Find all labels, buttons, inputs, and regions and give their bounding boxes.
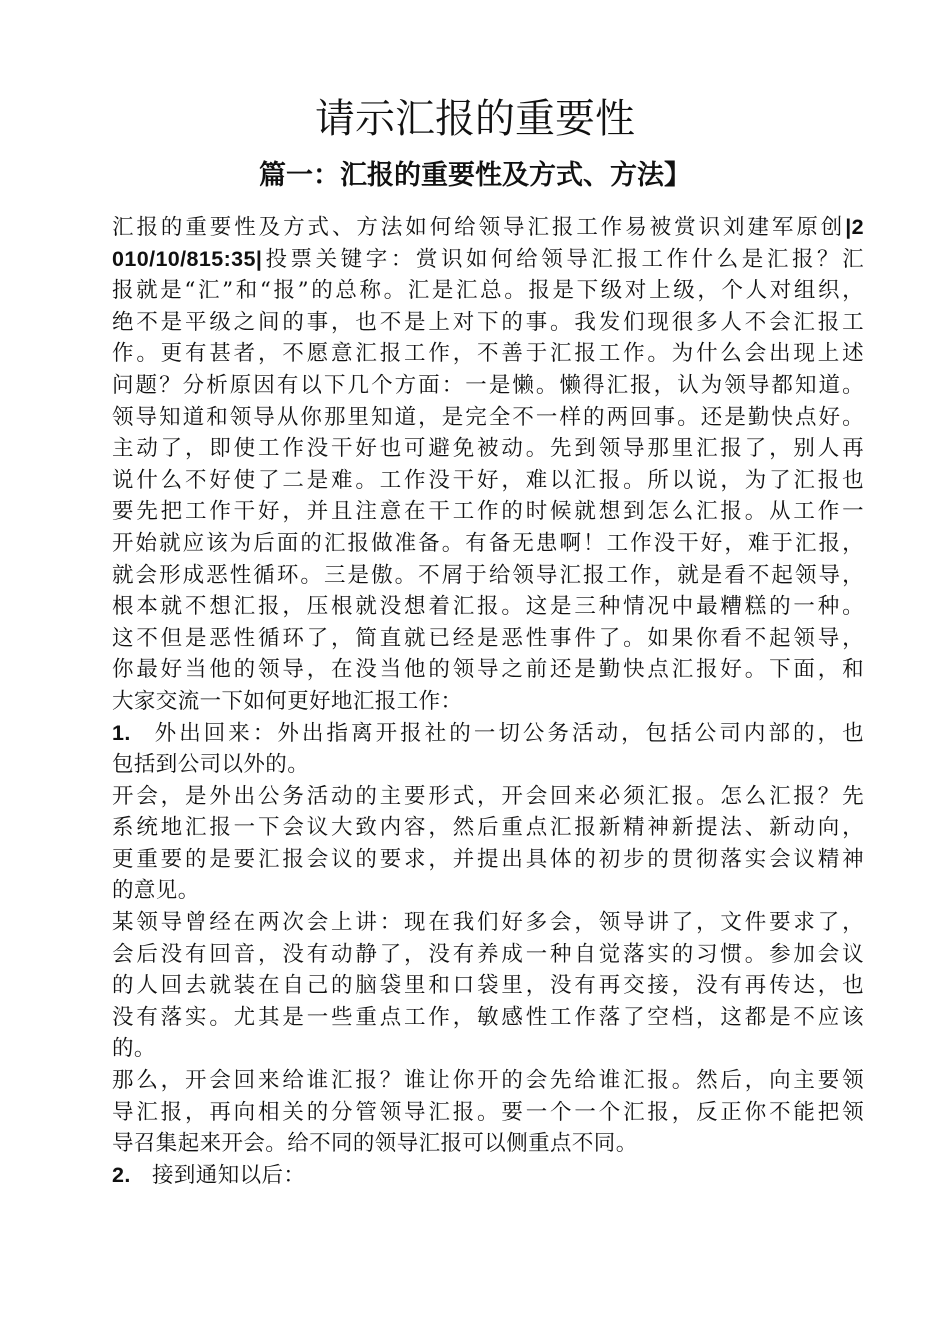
line-text: 要先把工作干好，并且注意在干工作的时候就想到怎么汇报。从工作一 [112,499,864,525]
list-number: 1. [112,720,131,745]
line-text: 作。更有甚者，不愿意汇报工作，不善于汇报工作。为什么会出现上述 [112,341,864,367]
paragraph-line [112,433,864,465]
list-number: 2. [112,1162,131,1187]
paragraph-line [112,970,864,1002]
line-text: 你最好当他的领导，在没当他的领导之前还是勤快点汇报好。下面，和 [112,657,864,683]
paragraph-line [112,844,864,876]
line-text: 导汇报，再向相关的分管领导汇报。要一个一个汇报，反正你不能把领 [112,1099,864,1125]
paragraph-line [112,402,864,434]
line-text: 外出回来：外出指离开报社的一切公务活动，包括公司内部的，也 [152,720,864,746]
document-subtitle: 篇一：汇报的重要性及方式、方法】 [259,160,691,191]
line-text: 的人回去就装在自己的脑袋里和口袋里，没有再交接，没有再传达，也 [112,973,864,999]
line-text: 包括到公司以外的。 [112,752,310,778]
line-text: 接到通知以后： [152,1162,306,1188]
paragraph-line [112,528,864,560]
paragraph-line [112,338,864,370]
numbered-paragraph-line [112,1160,864,1192]
line-text: 这不但是恶性循环了，简直就已经是恶性事件了。如果你看不起领导， [112,625,864,651]
paragraph-line [112,939,864,971]
line-text: 主动了，即使工作没干好也可避免被动。先到领导那里汇报了，别人再 [112,436,864,462]
paragraph-line [112,623,864,655]
line-text: 说什么不好使了二是难。工作没干好，难以汇报。所以说，为了汇报也 [112,467,864,493]
bold-date-text: |2 [845,215,864,239]
paragraph-line [112,370,864,402]
paragraph-line [112,465,864,497]
paragraph-line [112,812,864,844]
line-text: 投票关键字：赏识如何给领导汇报工作什么是汇报？汇 [262,246,864,272]
document-body [112,212,864,1191]
paragraph-line [112,686,864,718]
paragraph-line [112,212,864,244]
line-text: 开始就应该为后面的汇报做准备。有备无患啊！工作没干好，难于汇报， [112,530,864,556]
paragraph-line [112,591,864,623]
paragraph-line [112,244,864,276]
line-text: 报就是“汇”和“报”的总称。汇是汇总。报是下级对上级，个人对组织， [112,278,864,304]
line-text: 会后没有回音，没有动静了，没有养成一种自觉落实的习惯。参加会议 [112,941,864,967]
line-text: 开会，是外出公务活动的主要形式，开会回来必须汇报。怎么汇报？先 [112,783,864,809]
line-text: 汇报的重要性及方式、方法如何给领导汇报工作易被赏识刘建军原创 [112,215,846,240]
document-title: 请示汇报的重要性 [315,96,635,142]
line-text: 就会形成恶性循环。三是傲。不屑于给领导汇报工作，就是看不起领导， [112,562,864,588]
paragraph-line [112,496,864,528]
line-text: 系统地汇报一下会议大致内容，然后重点汇报新精神新提法、新动向， [112,815,864,841]
line-text: 领导知道和领导从你那里知道，是完全不一样的两回事。还是勤快点好。 [112,404,864,430]
paragraph-line [112,907,864,939]
line-text: 的意见。 [112,878,200,904]
numbered-paragraph-line [112,718,864,750]
paragraph-line [112,1065,864,1097]
line-text: 没有落实。尤其是一些重点工作，敏感性工作落了空档，这都是不应该 [112,1004,864,1030]
paragraph-line [112,749,864,781]
line-text: 某领导曾经在两次会上讲：现在我们好多会，领导讲了，文件要求了， [112,910,864,936]
paragraph-line [112,560,864,592]
line-text: 那么，开会回来给谁汇报？谁让你开的会先给谁汇报。然后，向主要领 [112,1068,864,1094]
line-text: 根本就不想汇报，压根就没想着汇报。这是三种情况中最糟糕的一种。 [112,594,864,620]
line-text: 更重要的是要汇报会议的要求，并提出具体的初步的贯彻落实会议精神 [112,846,864,872]
line-text: 导召集起来开会。给不同的领导汇报可以侧重点不同。 [112,1131,638,1157]
paragraph-line [112,307,864,339]
paragraph-line [112,275,864,307]
paragraph-line [112,875,864,907]
paragraph-line [112,1033,864,1065]
paragraph-line [112,1097,864,1129]
paragraph-line [112,781,864,813]
paragraph-line [112,1128,864,1160]
line-text: 问题？分析原因有以下几个方面：一是懒。懒得汇报，认为领导都知道。 [112,372,864,398]
bold-date-text: 010/10/815:35| [112,246,263,271]
paragraph-line [112,1002,864,1034]
line-text: 绝不是平级之间的事，也不是上对下的事。我发们现很多人不会汇报工 [112,309,864,335]
line-text: 大家交流一下如何更好地汇报工作： [112,688,463,714]
paragraph-line [112,654,864,686]
line-text: 的。 [112,1036,156,1062]
